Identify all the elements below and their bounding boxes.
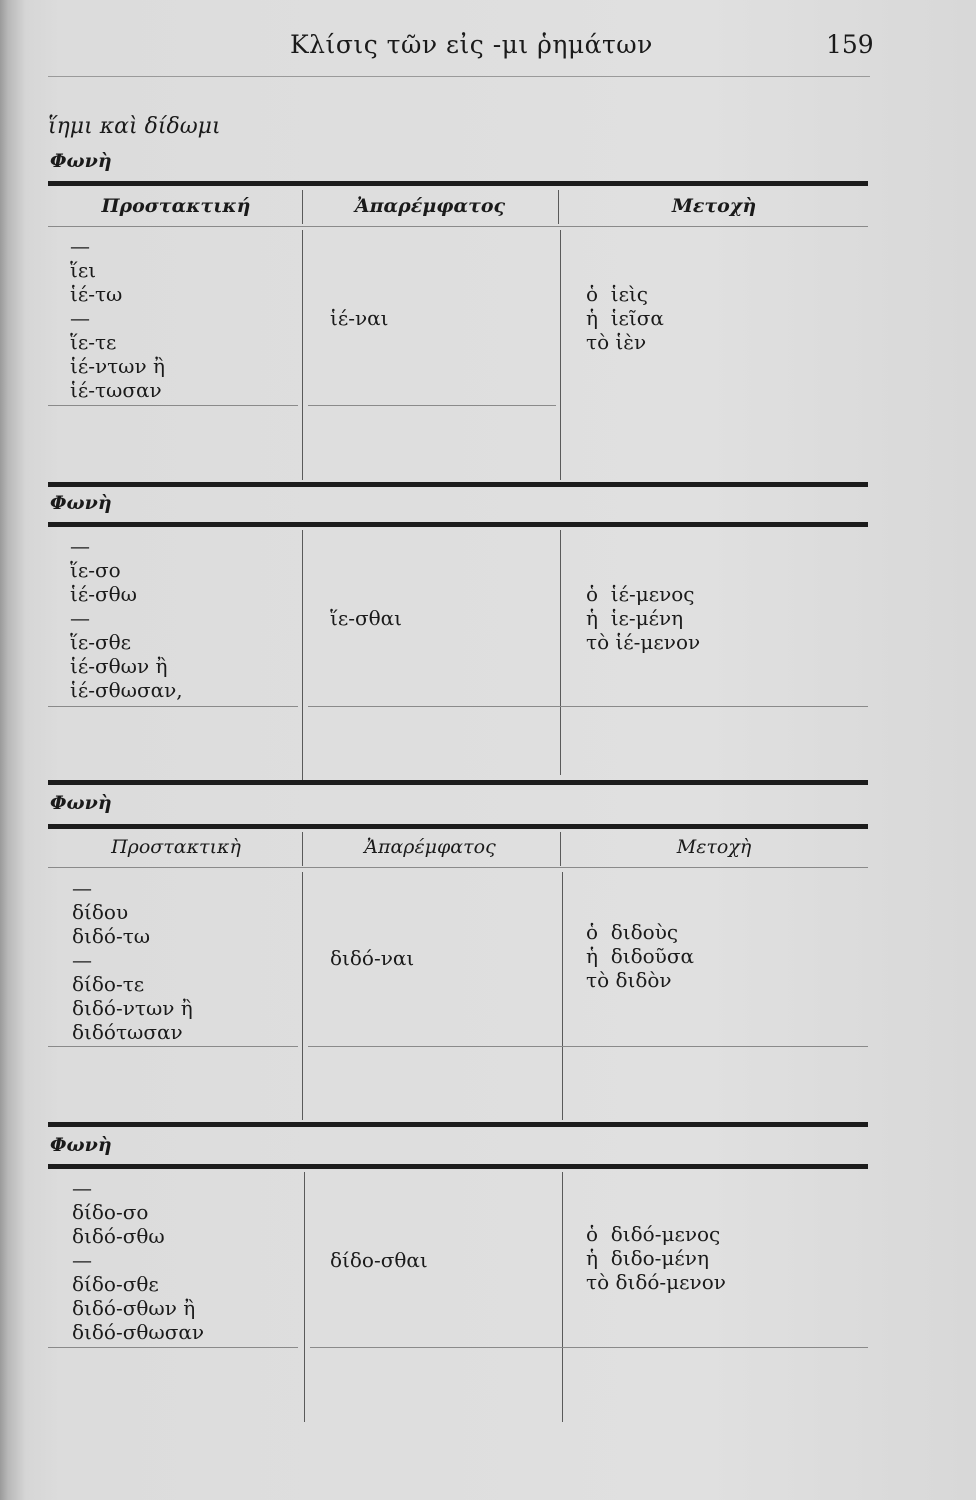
form-line: ἡ ἱεῖσα [586,306,664,330]
form-line: — [72,1176,92,1200]
form-line: ἡ διδο-μένη [586,1246,709,1270]
section-rule [48,181,868,186]
column-divider [302,230,303,480]
form-line: — [72,948,92,972]
column-divider [562,872,563,1120]
form-line: δίδο-σο [72,1200,149,1224]
imperative-forms-2 [70,534,183,702]
form-line: διδότωσαν [72,1020,183,1044]
imperative-forms-4 [72,1176,204,1344]
running-title: Κλίσις τῶν εἰς -μι ῥημάτων [290,30,653,59]
form-line: ἱέ-τωσαν [70,378,162,402]
header-infinitive: Ἀπαρέμφατος [364,836,496,858]
column-divider [302,530,303,780]
row-rule [308,706,868,707]
column-divider [302,190,303,224]
participle-forms-4 [586,1222,726,1294]
running-head [0,30,976,70]
row-rule [48,405,298,406]
verb-pair-title: ἵημι καὶ δίδωμι [48,114,221,139]
column-divider [558,190,559,224]
row-rule [48,1347,298,1348]
form-line: ἱέ-σθωσαν, [70,678,183,702]
form-line: ἱέ-ντων ἢ [70,354,165,378]
form-line: δίδο-τε [72,972,145,996]
form-line: διδό-σθωσαν [72,1320,205,1344]
infinitive-form-1: ἱέ-ναι [330,306,389,330]
form-line: — [70,534,90,558]
row-rule [310,1347,868,1348]
voice-label-4: Φωνὴ [50,1134,112,1156]
column-divider [562,1172,563,1422]
column-divider [302,832,303,866]
voice-label-1: Φωνὴ [50,150,112,172]
participle-forms-3 [586,920,694,992]
form-line: ὁ ἱεὶς [586,282,649,306]
form-line: τὸ διδό-μενον [586,1270,726,1294]
form-line: διδό-ντων ἢ [72,996,193,1020]
form-line: — [72,876,92,900]
header-imperative: Προστακτική [101,195,251,217]
participle-forms-1 [586,282,664,354]
header-underline [48,226,868,227]
imperative-forms-3 [72,876,193,1044]
form-line: ἵε-τε [70,330,117,354]
form-line: δίδου [72,900,129,924]
form-line: — [70,606,90,630]
header-participle: Μετοχὴ [671,195,757,217]
form-line: διδό-σθω [72,1224,165,1248]
form-line: ἡ διδοῦσα [586,944,694,968]
section-rule [48,482,868,487]
form-line: ἱέ-σθω [70,582,137,606]
form-line: ἵε-σο [70,558,121,582]
page-number: 159 [826,30,874,59]
imperative-forms-1 [70,234,165,402]
column-divider [560,832,561,866]
column-divider [560,230,561,480]
row-rule [48,1046,298,1047]
form-line: ἱέ-τω [70,282,123,306]
row-rule [308,405,556,406]
form-line: — [70,306,90,330]
form-line: — [70,234,90,258]
section-rule [48,522,868,527]
form-line: τὸ διδὸν [586,968,672,992]
row-rule [308,1046,868,1047]
header-participle: Μετοχὴ [676,836,752,858]
header-rule [48,76,870,77]
form-line: ὁ διδοὺς [586,920,679,944]
form-line: ἵει [70,258,97,282]
section-rule [48,1164,868,1169]
section-rule [48,1122,868,1127]
form-line: ὁ ἱέ-μενος [586,582,695,606]
section-rule [48,780,868,785]
form-line: τὸ ἱὲν [586,330,647,354]
infinitive-form-2: ἵε-σθαι [330,606,403,630]
voice-label-2: Φωνὴ [50,492,112,514]
section-rule [48,824,868,829]
form-line: ἵε-σθε [70,630,132,654]
header-infinitive: Ἀπαρέμφατος [354,195,506,217]
column-divider [302,872,303,1120]
column-divider [304,1172,305,1422]
header-underline [48,867,868,868]
voice-label-3: Φωνὴ [50,792,112,814]
participle-forms-2 [586,582,700,654]
form-line: — [72,1248,92,1272]
form-line: ἱέ-σθων ἢ [70,654,168,678]
row-rule [48,706,298,707]
infinitive-form-3: διδό-ναι [330,946,415,970]
header-imperative: Προστακτικὴ [111,836,241,858]
infinitive-form-4: δίδο-σθαι [330,1248,428,1272]
form-line: διδό-τω [72,924,151,948]
form-line: δίδο-σθε [72,1272,159,1296]
form-line: τὸ ἱέ-μενον [586,630,701,654]
form-line: διδό-σθων ἢ [72,1296,196,1320]
form-line: ἡ ἱε-μένη [586,606,684,630]
column-divider [560,530,561,775]
form-line: ὁ διδό-μενος [586,1222,721,1246]
